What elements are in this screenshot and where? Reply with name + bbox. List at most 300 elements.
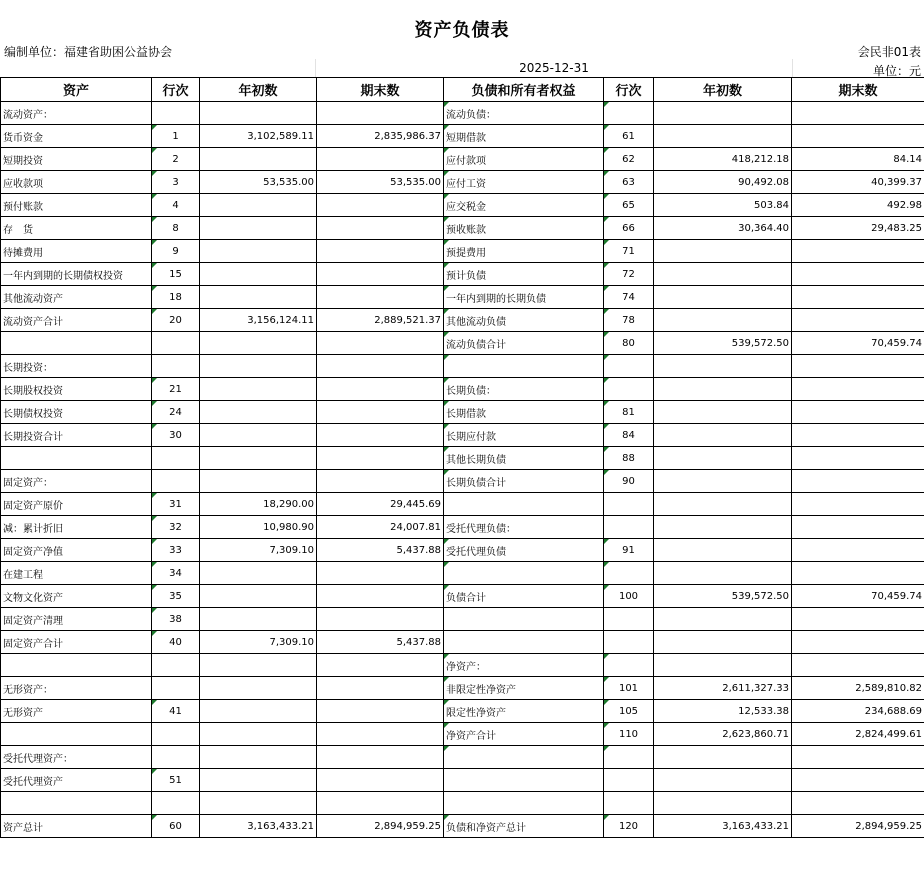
asset-end-value bbox=[317, 263, 444, 286]
table-row bbox=[1, 309, 924, 332]
liability-label: 长期负债： bbox=[444, 378, 604, 401]
liability-line bbox=[604, 654, 654, 677]
liability-begin-value: 2,611,327.33 bbox=[654, 677, 792, 700]
asset-line: 18 bbox=[152, 286, 200, 309]
liability-begin-value: 2,623,860.71 bbox=[654, 723, 792, 746]
liability-line: 66 bbox=[604, 217, 654, 240]
asset-label bbox=[1, 792, 152, 815]
liability-line: 90 bbox=[604, 470, 654, 493]
asset-end-value bbox=[317, 700, 444, 723]
asset-label: 其他流动资产 bbox=[1, 286, 152, 309]
table-row bbox=[1, 815, 924, 838]
table-row bbox=[1, 631, 924, 654]
liability-line bbox=[604, 792, 654, 815]
table-row bbox=[1, 654, 924, 677]
liability-label: 长期借款 bbox=[444, 401, 604, 424]
liability-label: 限定性净资产 bbox=[444, 700, 604, 723]
table-row bbox=[1, 700, 924, 723]
table-row bbox=[1, 539, 924, 562]
liability-line: 62 bbox=[604, 148, 654, 171]
asset-end-value bbox=[317, 401, 444, 424]
table-row bbox=[1, 378, 924, 401]
asset-begin-value: 3,156,124.11 bbox=[200, 309, 317, 332]
liability-line: 100 bbox=[604, 585, 654, 608]
liability-begin-value: 503.84 bbox=[654, 194, 792, 217]
liability-line: 91 bbox=[604, 539, 654, 562]
asset-line: 33 bbox=[152, 539, 200, 562]
asset-label: 受托代理资产 bbox=[1, 769, 152, 792]
asset-label bbox=[1, 654, 152, 677]
liability-line: 88 bbox=[604, 447, 654, 470]
asset-end-value bbox=[317, 240, 444, 263]
asset-line: 38 bbox=[152, 608, 200, 631]
asset-end-value: 53,535.00 bbox=[317, 171, 444, 194]
liability-begin-value: 30,364.40 bbox=[654, 217, 792, 240]
asset-line: 20 bbox=[152, 309, 200, 332]
asset-end-value: 5,437.88 bbox=[317, 539, 444, 562]
asset-end-value: 29,445.69 bbox=[317, 493, 444, 516]
asset-begin-value: 53,535.00 bbox=[200, 171, 317, 194]
asset-line: 9 bbox=[152, 240, 200, 263]
asset-begin-value bbox=[200, 585, 317, 608]
liability-end-value: 84.14 bbox=[792, 148, 924, 171]
asset-label: 货币资金 bbox=[1, 125, 152, 148]
asset-end-value bbox=[317, 654, 444, 677]
table-row bbox=[1, 608, 924, 631]
table-row bbox=[1, 148, 924, 171]
liability-label bbox=[444, 769, 604, 792]
asset-begin-value bbox=[200, 102, 317, 125]
asset-begin-value bbox=[200, 217, 317, 240]
asset-end-value: 5,437.88 bbox=[317, 631, 444, 654]
asset-label: 预付账款 bbox=[1, 194, 152, 217]
form-number: 会民非01表 bbox=[857, 45, 921, 59]
liability-label: 预计负债 bbox=[444, 263, 604, 286]
liability-label: 应付工资 bbox=[444, 171, 604, 194]
asset-label: 固定资产清理 bbox=[1, 608, 152, 631]
liability-label: 负债合计 bbox=[444, 585, 604, 608]
liability-line: 61 bbox=[604, 125, 654, 148]
asset-begin-value: 7,309.10 bbox=[200, 539, 317, 562]
asset-label: 长期股权投资 bbox=[1, 378, 152, 401]
asset-line: 60 bbox=[152, 815, 200, 838]
liability-line: 74 bbox=[604, 286, 654, 309]
liability-end-value bbox=[792, 355, 924, 378]
asset-end-value: 2,889,521.37 bbox=[317, 309, 444, 332]
liability-begin-value: 418,212.18 bbox=[654, 148, 792, 171]
report-date: 2025-12-31 bbox=[519, 61, 589, 75]
liability-begin-value: 539,572.50 bbox=[654, 585, 792, 608]
liability-label: 其他流动负债 bbox=[444, 309, 604, 332]
liability-end-value bbox=[792, 562, 924, 585]
asset-line bbox=[152, 102, 200, 125]
col-header-asset: 资产 bbox=[1, 78, 152, 102]
liability-label: 长期负债合计 bbox=[444, 470, 604, 493]
asset-begin-value bbox=[200, 654, 317, 677]
liability-begin-value bbox=[654, 562, 792, 585]
liability-line: 63 bbox=[604, 171, 654, 194]
liability-line: 105 bbox=[604, 700, 654, 723]
liability-end-value: 2,589,810.82 bbox=[792, 677, 924, 700]
liability-line bbox=[604, 102, 654, 125]
col-header-line: 行次 bbox=[604, 78, 654, 102]
liability-label bbox=[444, 746, 604, 769]
asset-begin-value bbox=[200, 378, 317, 401]
asset-line: 3 bbox=[152, 171, 200, 194]
asset-label: 减：累计折旧 bbox=[1, 516, 152, 539]
asset-line: 1 bbox=[152, 125, 200, 148]
table-row bbox=[1, 286, 924, 309]
table-row bbox=[1, 171, 924, 194]
asset-begin-value bbox=[200, 401, 317, 424]
table-row bbox=[1, 746, 924, 769]
liability-line bbox=[604, 493, 654, 516]
asset-end-value: 2,894,959.25 bbox=[317, 815, 444, 838]
liability-line: 71 bbox=[604, 240, 654, 263]
asset-begin-value bbox=[200, 677, 317, 700]
table-row bbox=[1, 217, 924, 240]
liability-label: 受托代理负债 bbox=[444, 539, 604, 562]
liability-begin-value bbox=[654, 539, 792, 562]
asset-begin-value bbox=[200, 769, 317, 792]
asset-label: 长期投资： bbox=[1, 355, 152, 378]
asset-label: 固定资产原价 bbox=[1, 493, 152, 516]
liability-label: 预提费用 bbox=[444, 240, 604, 263]
liability-end-value: 234,688.69 bbox=[792, 700, 924, 723]
asset-line: 24 bbox=[152, 401, 200, 424]
liability-end-value bbox=[792, 125, 924, 148]
asset-end-value bbox=[317, 194, 444, 217]
liability-end-value: 2,894,959.25 bbox=[792, 815, 924, 838]
liability-begin-value bbox=[654, 240, 792, 263]
table-row bbox=[1, 194, 924, 217]
asset-end-value bbox=[317, 677, 444, 700]
asset-line bbox=[152, 470, 200, 493]
asset-end-value bbox=[317, 378, 444, 401]
asset-label: 长期投资合计 bbox=[1, 424, 152, 447]
report-title: 资产负债表 bbox=[414, 20, 510, 41]
liability-line: 72 bbox=[604, 263, 654, 286]
liability-line: 101 bbox=[604, 677, 654, 700]
liability-label: 受托代理负债： bbox=[444, 516, 604, 539]
liability-line bbox=[604, 516, 654, 539]
liability-line: 81 bbox=[604, 401, 654, 424]
asset-line bbox=[152, 355, 200, 378]
liability-label: 负债和净资产总计 bbox=[444, 815, 604, 838]
asset-label: 流动资产合计 bbox=[1, 309, 152, 332]
liability-end-value bbox=[792, 654, 924, 677]
liability-end-value bbox=[792, 263, 924, 286]
liability-begin-value bbox=[654, 401, 792, 424]
asset-begin-value: 18,290.00 bbox=[200, 493, 317, 516]
asset-line: 32 bbox=[152, 516, 200, 539]
liability-line bbox=[604, 355, 654, 378]
asset-end-value bbox=[317, 355, 444, 378]
asset-line bbox=[152, 654, 200, 677]
asset-line: 8 bbox=[152, 217, 200, 240]
asset-end-value bbox=[317, 148, 444, 171]
table-row bbox=[1, 125, 924, 148]
asset-end-value bbox=[317, 332, 444, 355]
table-row bbox=[1, 424, 924, 447]
liability-line: 78 bbox=[604, 309, 654, 332]
liability-begin-value bbox=[654, 608, 792, 631]
asset-end-value bbox=[317, 585, 444, 608]
liability-begin-value bbox=[654, 654, 792, 677]
liability-end-value bbox=[792, 447, 924, 470]
liability-label: 流动负债合计 bbox=[444, 332, 604, 355]
asset-label: 资产总计 bbox=[1, 815, 152, 838]
asset-label: 长期债权投资 bbox=[1, 401, 152, 424]
liability-end-value bbox=[792, 378, 924, 401]
asset-line: 41 bbox=[152, 700, 200, 723]
liability-begin-value bbox=[654, 493, 792, 516]
liability-label: 净资产： bbox=[444, 654, 604, 677]
liability-line: 84 bbox=[604, 424, 654, 447]
asset-line: 4 bbox=[152, 194, 200, 217]
liability-begin-value bbox=[654, 378, 792, 401]
table-row bbox=[1, 562, 924, 585]
liability-end-value bbox=[792, 286, 924, 309]
asset-begin-value bbox=[200, 240, 317, 263]
table-row bbox=[1, 470, 924, 493]
table-row bbox=[1, 769, 924, 792]
table-row bbox=[1, 401, 924, 424]
liability-end-value bbox=[792, 516, 924, 539]
table-row bbox=[1, 585, 924, 608]
asset-label: 固定资产： bbox=[1, 470, 152, 493]
liability-line: 110 bbox=[604, 723, 654, 746]
liability-label: 应付款项 bbox=[444, 148, 604, 171]
liability-begin-value bbox=[654, 263, 792, 286]
liability-line: 65 bbox=[604, 194, 654, 217]
liability-end-value bbox=[792, 769, 924, 792]
asset-label: 短期投资 bbox=[1, 148, 152, 171]
asset-end-value bbox=[317, 769, 444, 792]
asset-begin-value bbox=[200, 424, 317, 447]
liability-label bbox=[444, 562, 604, 585]
liability-line: 80 bbox=[604, 332, 654, 355]
table-row bbox=[1, 493, 924, 516]
asset-begin-value: 7,309.10 bbox=[200, 631, 317, 654]
table-row bbox=[1, 447, 924, 470]
table-row bbox=[1, 677, 924, 700]
liability-end-value: 40,399.37 bbox=[792, 171, 924, 194]
liability-line bbox=[604, 562, 654, 585]
asset-line bbox=[152, 447, 200, 470]
liability-begin-value: 12,533.38 bbox=[654, 700, 792, 723]
liability-end-value bbox=[792, 631, 924, 654]
liability-end-value bbox=[792, 493, 924, 516]
asset-begin-value bbox=[200, 263, 317, 286]
asset-line: 31 bbox=[152, 493, 200, 516]
asset-line: 51 bbox=[152, 769, 200, 792]
liability-label: 非限定性净资产 bbox=[444, 677, 604, 700]
asset-end-value bbox=[317, 608, 444, 631]
liability-line: 120 bbox=[604, 815, 654, 838]
reporting-entity: 编制单位：福建省助困公益协会 bbox=[4, 45, 173, 59]
table-row bbox=[1, 240, 924, 263]
liability-label: 其他长期负债 bbox=[444, 447, 604, 470]
table-row bbox=[1, 355, 924, 378]
asset-begin-value bbox=[200, 746, 317, 769]
liability-end-value: 2,824,499.61 bbox=[792, 723, 924, 746]
table-row bbox=[1, 102, 924, 125]
asset-end-value bbox=[317, 562, 444, 585]
asset-begin-value bbox=[200, 792, 317, 815]
asset-end-value bbox=[317, 286, 444, 309]
asset-begin-value bbox=[200, 608, 317, 631]
liability-begin-value bbox=[654, 355, 792, 378]
asset-label: 存 货 bbox=[1, 217, 152, 240]
asset-label: 文物文化资产 bbox=[1, 585, 152, 608]
liability-begin-value bbox=[654, 125, 792, 148]
asset-line: 34 bbox=[152, 562, 200, 585]
asset-line bbox=[152, 746, 200, 769]
liability-end-value bbox=[792, 424, 924, 447]
asset-begin-value: 3,163,433.21 bbox=[200, 815, 317, 838]
asset-line bbox=[152, 332, 200, 355]
asset-label: 无形资产： bbox=[1, 677, 152, 700]
liability-begin-value bbox=[654, 309, 792, 332]
asset-line: 40 bbox=[152, 631, 200, 654]
asset-label: 一年内到期的长期债权投资 bbox=[1, 263, 152, 286]
asset-begin-value: 10,980.90 bbox=[200, 516, 317, 539]
asset-label: 应收款项 bbox=[1, 171, 152, 194]
liability-label bbox=[444, 493, 604, 516]
liability-label bbox=[444, 631, 604, 654]
liability-line bbox=[604, 631, 654, 654]
col-header-begin: 年初数 bbox=[654, 78, 792, 102]
asset-line bbox=[152, 677, 200, 700]
liability-end-value bbox=[792, 539, 924, 562]
liability-begin-value bbox=[654, 447, 792, 470]
liability-end-value: 492.98 bbox=[792, 194, 924, 217]
balance-sheet-table bbox=[0, 77, 924, 838]
liability-end-value bbox=[792, 746, 924, 769]
liability-label: 一年内到期的长期负债 bbox=[444, 286, 604, 309]
asset-end-value bbox=[317, 424, 444, 447]
asset-end-value: 24,007.81 bbox=[317, 516, 444, 539]
liability-label bbox=[444, 608, 604, 631]
liability-end-value bbox=[792, 240, 924, 263]
liability-label: 应交税金 bbox=[444, 194, 604, 217]
header-row bbox=[1, 78, 924, 102]
liability-end-value bbox=[792, 309, 924, 332]
col-header-line: 行次 bbox=[152, 78, 200, 102]
liability-label bbox=[444, 355, 604, 378]
asset-begin-value bbox=[200, 700, 317, 723]
liability-end-value: 29,483.25 bbox=[792, 217, 924, 240]
table-row bbox=[1, 263, 924, 286]
asset-label: 待摊费用 bbox=[1, 240, 152, 263]
liability-begin-value bbox=[654, 631, 792, 654]
asset-end-value bbox=[317, 470, 444, 493]
asset-end-value bbox=[317, 217, 444, 240]
table-row bbox=[1, 792, 924, 815]
liability-begin-value bbox=[654, 516, 792, 539]
asset-begin-value bbox=[200, 148, 317, 171]
asset-label: 受托代理资产： bbox=[1, 746, 152, 769]
liability-begin-value: 3,163,433.21 bbox=[654, 815, 792, 838]
asset-begin-value bbox=[200, 470, 317, 493]
liability-begin-value bbox=[654, 792, 792, 815]
asset-end-value bbox=[317, 447, 444, 470]
table-row bbox=[1, 723, 924, 746]
asset-label: 固定资产合计 bbox=[1, 631, 152, 654]
liability-end-value bbox=[792, 401, 924, 424]
asset-begin-value: 3,102,589.11 bbox=[200, 125, 317, 148]
asset-end-value: 2,835,986.37 bbox=[317, 125, 444, 148]
asset-begin-value bbox=[200, 447, 317, 470]
asset-line bbox=[152, 792, 200, 815]
liability-end-value bbox=[792, 792, 924, 815]
liability-end-value: 70,459.74 bbox=[792, 585, 924, 608]
asset-line: 15 bbox=[152, 263, 200, 286]
col-header-end: 期末数 bbox=[792, 78, 924, 102]
liability-line bbox=[604, 769, 654, 792]
asset-begin-value bbox=[200, 332, 317, 355]
asset-end-value bbox=[317, 792, 444, 815]
liability-end-value bbox=[792, 102, 924, 125]
asset-end-value bbox=[317, 746, 444, 769]
liability-begin-value: 539,572.50 bbox=[654, 332, 792, 355]
grid-line bbox=[792, 59, 793, 77]
col-header-end: 期末数 bbox=[317, 78, 444, 102]
liability-end-value bbox=[792, 470, 924, 493]
liability-end-value: 70,459.74 bbox=[792, 332, 924, 355]
liability-line bbox=[604, 378, 654, 401]
asset-begin-value bbox=[200, 723, 317, 746]
liability-begin-value bbox=[654, 470, 792, 493]
asset-label: 流动资产： bbox=[1, 102, 152, 125]
asset-label: 无形资产 bbox=[1, 700, 152, 723]
liability-label: 流动负债： bbox=[444, 102, 604, 125]
asset-end-value bbox=[317, 723, 444, 746]
table-row bbox=[1, 516, 924, 539]
liability-label: 预收账款 bbox=[444, 217, 604, 240]
asset-label: 固定资产净值 bbox=[1, 539, 152, 562]
asset-label: 在建工程 bbox=[1, 562, 152, 585]
asset-begin-value bbox=[200, 194, 317, 217]
asset-line bbox=[152, 723, 200, 746]
asset-line: 21 bbox=[152, 378, 200, 401]
asset-end-value bbox=[317, 102, 444, 125]
liability-line bbox=[604, 746, 654, 769]
asset-begin-value bbox=[200, 286, 317, 309]
asset-begin-value bbox=[200, 355, 317, 378]
asset-line: 2 bbox=[152, 148, 200, 171]
liability-line bbox=[604, 608, 654, 631]
liability-begin-value bbox=[654, 769, 792, 792]
liability-begin-value: 90,492.08 bbox=[654, 171, 792, 194]
asset-line: 35 bbox=[152, 585, 200, 608]
liability-end-value bbox=[792, 608, 924, 631]
liability-begin-value bbox=[654, 102, 792, 125]
liability-label: 长期应付款 bbox=[444, 424, 604, 447]
asset-begin-value bbox=[200, 562, 317, 585]
asset-label bbox=[1, 332, 152, 355]
liability-label bbox=[444, 792, 604, 815]
liability-label: 短期借款 bbox=[444, 125, 604, 148]
col-header-begin: 年初数 bbox=[200, 78, 317, 102]
currency-unit: 单位：元 bbox=[872, 64, 921, 78]
liability-begin-value bbox=[654, 286, 792, 309]
liability-label: 净资产合计 bbox=[444, 723, 604, 746]
liability-begin-value bbox=[654, 424, 792, 447]
table-row bbox=[1, 332, 924, 355]
asset-label bbox=[1, 723, 152, 746]
